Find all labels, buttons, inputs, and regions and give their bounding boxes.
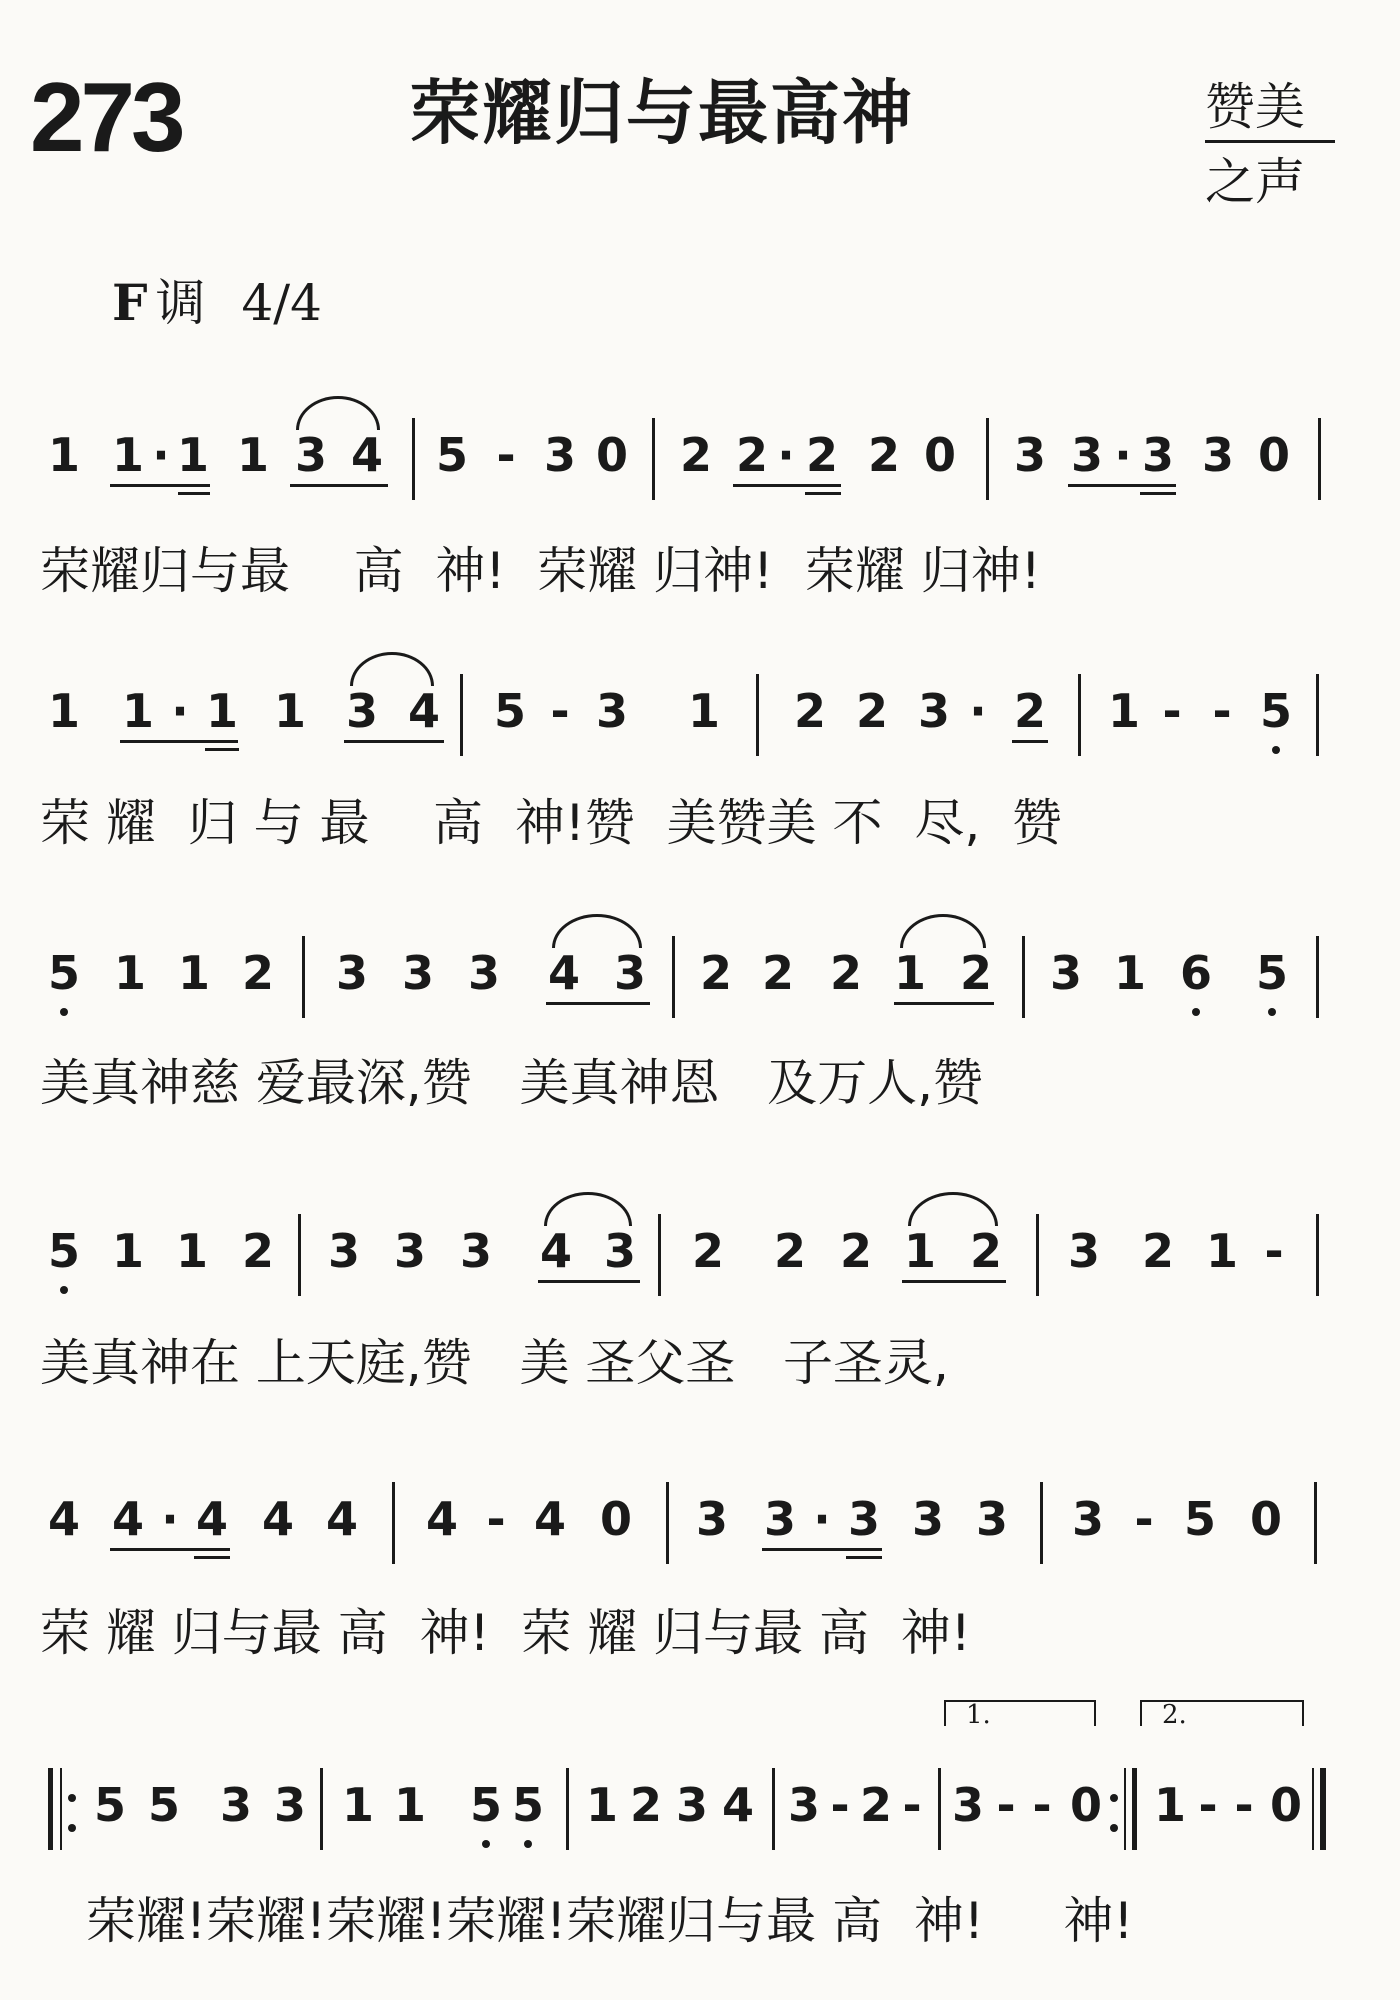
note: 2 <box>629 1778 663 1832</box>
note: 4 <box>407 684 441 738</box>
first-ending-bracket <box>944 1700 1096 1730</box>
note: 1 <box>687 684 721 738</box>
time-signature: 4/4 <box>241 274 322 332</box>
hymnal-source-line2: 之声 <box>1205 153 1305 211</box>
second-ending-label: 2. <box>1162 1700 1187 1730</box>
barline <box>938 1768 941 1850</box>
barline <box>460 674 463 756</box>
note: 2 <box>867 428 901 482</box>
note: 1 <box>903 1224 937 1278</box>
note: 3 <box>975 1492 1009 1546</box>
note: 6 <box>1179 946 1213 1000</box>
repeat-dot <box>68 1824 76 1832</box>
key-suffix: 调 <box>155 274 206 332</box>
note: 2 <box>839 1224 873 1278</box>
tie <box>908 1192 998 1226</box>
dot-mark: · <box>969 684 987 738</box>
underline <box>110 1548 230 1551</box>
dash: - <box>1198 1778 1218 1832</box>
hymnal-source-line1: 赞美 <box>1205 82 1335 143</box>
lyrics-line-1: 荣耀归与最 高 神! 荣耀 归神! 荣耀 归神! <box>40 542 1041 600</box>
dash: - <box>550 684 570 738</box>
underline <box>110 484 210 487</box>
underline <box>538 1280 640 1283</box>
note: 5 <box>47 1224 81 1278</box>
note: 5 <box>1255 946 1289 1000</box>
repeat-start-thin <box>60 1768 62 1850</box>
note: 0 <box>1257 428 1291 482</box>
hymn-title: 荣耀归与最高神 <box>410 72 914 154</box>
first-ending-label: 1. <box>966 1700 991 1730</box>
underline <box>902 1280 1006 1283</box>
note: 1 <box>236 428 270 482</box>
note: 0 <box>599 1492 633 1546</box>
note: 4 <box>425 1492 459 1546</box>
note: 2 <box>859 1778 893 1832</box>
note: 1 <box>111 428 145 482</box>
underline <box>178 492 210 495</box>
dot-mark: · <box>171 684 189 738</box>
repeat-dot <box>1110 1824 1118 1832</box>
dot-mark: · <box>813 1492 831 1546</box>
underline <box>805 492 841 495</box>
note: 0 <box>1249 1492 1283 1546</box>
key-name: F <box>112 273 148 332</box>
note: 1 <box>205 684 239 738</box>
note: 1 <box>393 1778 427 1832</box>
note: 5 <box>93 1778 127 1832</box>
note: 5 <box>511 1778 545 1832</box>
barline <box>652 418 655 500</box>
note: 2 <box>735 428 769 482</box>
note: 4 <box>261 1492 295 1546</box>
final-barline-thin <box>1312 1768 1314 1850</box>
underline <box>546 1002 650 1005</box>
note: 1 <box>121 684 155 738</box>
note: 0 <box>1069 1778 1103 1832</box>
note: 2 <box>829 946 863 1000</box>
lyrics-line-6: 荣耀!荣耀!荣耀!荣耀!荣耀归与最 高 神! 神! <box>86 1892 1134 1950</box>
barline <box>1318 418 1321 500</box>
dash: - <box>996 1778 1016 1832</box>
note: 5 <box>1259 684 1293 738</box>
note: 2 <box>773 1224 807 1278</box>
note: 1 <box>893 946 927 1000</box>
note: 0 <box>595 428 629 482</box>
note: 4 <box>533 1492 567 1546</box>
note: 1 <box>175 1224 209 1278</box>
note: 1 <box>1107 684 1141 738</box>
note: 5 <box>493 684 527 738</box>
note: 4 <box>195 1492 229 1546</box>
note: 3 <box>345 684 379 738</box>
note: 3 <box>847 1492 881 1546</box>
dash: - <box>1032 1778 1052 1832</box>
hymnal-source <box>1205 78 1335 211</box>
barline <box>986 418 989 500</box>
note: 3 <box>763 1492 797 1546</box>
note: 2 <box>969 1224 1003 1278</box>
dash: - <box>1134 1492 1154 1546</box>
repeat-end-thin <box>1124 1768 1126 1850</box>
barline <box>1316 936 1319 1018</box>
note: 2 <box>1141 1224 1175 1278</box>
note: 3 <box>467 946 501 1000</box>
note: 1 <box>176 428 210 482</box>
dash: - <box>486 1492 506 1546</box>
note: 3 <box>951 1778 985 1832</box>
note: 3 <box>543 428 577 482</box>
underline <box>290 484 388 487</box>
underline <box>1012 740 1048 743</box>
note: 0 <box>923 428 957 482</box>
note: 1 <box>585 1778 619 1832</box>
note: 2 <box>1013 684 1047 738</box>
note: 3 <box>219 1778 253 1832</box>
dot-mark: · <box>1114 428 1132 482</box>
tie <box>552 914 642 948</box>
barline <box>756 674 759 756</box>
barline <box>672 936 675 1018</box>
note: 3 <box>1071 1492 1105 1546</box>
underline <box>194 1556 230 1559</box>
note: 2 <box>699 946 733 1000</box>
note: 3 <box>1067 1224 1101 1278</box>
barline <box>1040 1482 1043 1564</box>
low-octave-dot <box>1192 1008 1200 1016</box>
notation-row-4 <box>0 1224 1400 1292</box>
barline <box>1078 674 1081 756</box>
barline <box>658 1214 661 1296</box>
note: 1 <box>111 1224 145 1278</box>
barline <box>1314 1482 1317 1564</box>
tie <box>900 914 986 948</box>
note: 2 <box>959 946 993 1000</box>
note: 1 <box>177 946 211 1000</box>
note: 1 <box>1205 1224 1239 1278</box>
second-ending-bracket <box>1140 1700 1304 1730</box>
note: 4 <box>47 1492 81 1546</box>
note: 5 <box>469 1778 503 1832</box>
underline <box>733 484 841 487</box>
note: 2 <box>241 1224 275 1278</box>
barline <box>1316 674 1319 756</box>
note: 3 <box>675 1778 709 1832</box>
note: 1 <box>47 428 81 482</box>
note: 4 <box>721 1778 755 1832</box>
barline <box>412 418 415 500</box>
note: 3 <box>917 684 951 738</box>
note: 1 <box>113 946 147 1000</box>
barline <box>1036 1214 1039 1296</box>
tie <box>296 396 380 430</box>
lyrics-line-3: 美真神慈 爱最深,赞 美真神恩 及万人,赞 <box>40 1054 984 1112</box>
note: 3 <box>1201 428 1235 482</box>
notation-row-2 <box>0 684 1400 752</box>
note: 1 <box>1113 946 1147 1000</box>
notation-row-1 <box>0 428 1400 496</box>
note: 3 <box>273 1778 307 1832</box>
note: 3 <box>613 946 647 1000</box>
note: 3 <box>459 1224 493 1278</box>
low-octave-dot <box>1272 746 1280 754</box>
underline <box>120 740 238 743</box>
dash: - <box>902 1778 922 1832</box>
low-octave-dot <box>1268 1008 1276 1016</box>
notation-row-3 <box>0 946 1400 1014</box>
barline <box>302 936 305 1018</box>
note: 4 <box>539 1224 573 1278</box>
dash: - <box>1264 1224 1284 1278</box>
note: 4 <box>111 1492 145 1546</box>
note: 4 <box>325 1492 359 1546</box>
barline <box>1316 1214 1319 1296</box>
note: 2 <box>241 946 275 1000</box>
repeat-end-thick <box>1132 1768 1137 1850</box>
barline <box>772 1768 775 1850</box>
note: 1 <box>273 684 307 738</box>
note: 3 <box>335 946 369 1000</box>
note: 3 <box>603 1224 637 1278</box>
note: 5 <box>147 1778 181 1832</box>
note: 4 <box>547 946 581 1000</box>
dash: - <box>496 428 516 482</box>
underline <box>1140 492 1176 495</box>
repeat-dot <box>1110 1794 1118 1802</box>
barline <box>566 1768 569 1850</box>
note: 4 <box>350 428 384 482</box>
underline <box>762 1548 882 1551</box>
dash: - <box>1162 684 1182 738</box>
note: 3 <box>695 1492 729 1546</box>
note: 2 <box>793 684 827 738</box>
low-octave-dot <box>524 1840 532 1848</box>
note: 1 <box>47 684 81 738</box>
dash: - <box>830 1778 850 1832</box>
tie <box>350 652 434 686</box>
underline <box>205 748 239 751</box>
note: 3 <box>1013 428 1047 482</box>
tie <box>544 1192 632 1226</box>
note: 3 <box>393 1224 427 1278</box>
note: 0 <box>1269 1778 1303 1832</box>
barline <box>1022 936 1025 1018</box>
dash: - <box>1234 1778 1254 1832</box>
note: 5 <box>435 428 469 482</box>
barline <box>666 1482 669 1564</box>
note: 2 <box>691 1224 725 1278</box>
hymn-number: 273 <box>30 62 182 172</box>
lyrics-line-4: 美真神在 上天庭,赞 美 圣父圣 子圣灵, <box>40 1334 949 1392</box>
repeat-start-thick <box>48 1768 53 1850</box>
dash: - <box>1212 684 1232 738</box>
lyrics-line-2: 荣 耀 归 与 最 高 神!赞 美赞美 不 尽, 赞 <box>40 794 1063 852</box>
repeat-dot <box>68 1794 76 1802</box>
note: 3 <box>1070 428 1104 482</box>
barline <box>298 1214 301 1296</box>
barline <box>392 1482 395 1564</box>
key-signature <box>112 273 322 332</box>
dot-mark: · <box>152 428 170 482</box>
note: 3 <box>1141 428 1175 482</box>
note: 2 <box>679 428 713 482</box>
note: 3 <box>327 1224 361 1278</box>
note: 5 <box>1183 1492 1217 1546</box>
note: 3 <box>787 1778 821 1832</box>
note: 3 <box>1049 946 1083 1000</box>
note: 3 <box>911 1492 945 1546</box>
low-octave-dot <box>60 1286 68 1294</box>
lyrics-line-5: 荣 耀 归与最 高 神! 荣 耀 归与最 高 神! <box>40 1604 971 1662</box>
barline <box>320 1768 323 1850</box>
dot-mark: · <box>161 1492 179 1546</box>
note: 5 <box>47 946 81 1000</box>
underline <box>846 1556 882 1559</box>
low-octave-dot <box>482 1840 490 1848</box>
note: 2 <box>761 946 795 1000</box>
underline <box>344 740 444 743</box>
underline <box>894 1002 994 1005</box>
note: 1 <box>1153 1778 1187 1832</box>
underline <box>1068 484 1176 487</box>
note: 3 <box>595 684 629 738</box>
low-octave-dot <box>60 1008 68 1016</box>
note: 3 <box>294 428 328 482</box>
final-barline-thick <box>1320 1768 1326 1850</box>
notation-row-6 <box>0 1700 1400 1846</box>
note: 2 <box>805 428 839 482</box>
note: 2 <box>855 684 889 738</box>
note: 3 <box>401 946 435 1000</box>
notation-row-5 <box>0 1492 1400 1560</box>
dot-mark: · <box>777 428 795 482</box>
note: 1 <box>341 1778 375 1832</box>
